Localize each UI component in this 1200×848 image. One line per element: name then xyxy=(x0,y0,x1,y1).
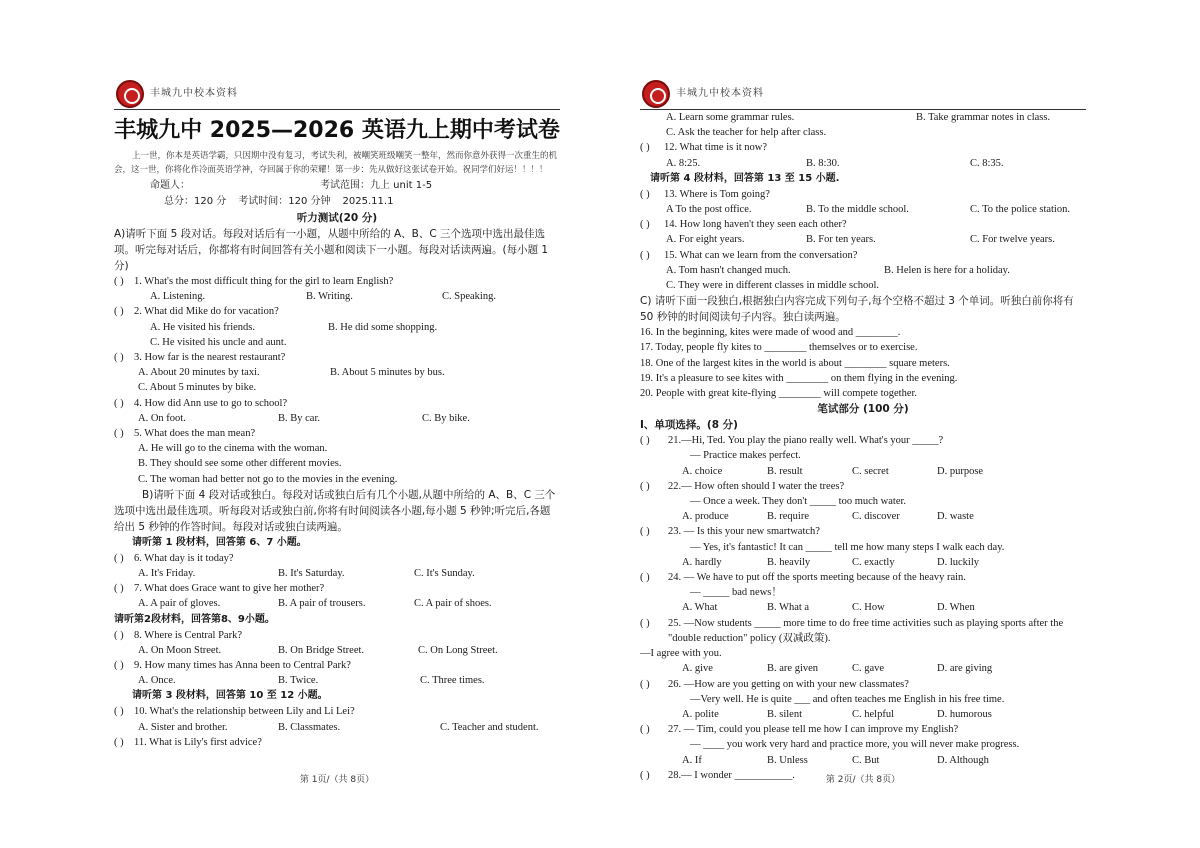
options-22: A. produce B. require C. discover D. waste xyxy=(682,511,974,523)
header-text: 丰城九中校本资料 xyxy=(150,87,238,99)
question-1: ( ) 1. What's the most difficult thing for the girl to learn English? xyxy=(114,274,560,289)
answer-blank[interactable]: ( ) xyxy=(114,352,124,364)
page-header xyxy=(640,78,1086,110)
page-header xyxy=(114,78,560,110)
blank-18: 18. One of the largest kites in the world is about ________ square meters. xyxy=(640,357,950,369)
question-3: ( ) 3. How far is the nearest restaurant? xyxy=(114,350,560,365)
options-24: A. What B. What a C. How D. When xyxy=(682,602,975,614)
total-label: 总分：120 分 xyxy=(164,196,227,207)
answer-blank[interactable]: ( ) xyxy=(640,526,650,538)
question-14: ( ) 14. How long haven't they seen each other? xyxy=(640,217,1086,232)
school-logo xyxy=(116,80,144,108)
options-1: A. Listening. B. Writing. C. Speaking. xyxy=(150,291,496,303)
header-text: 丰城九中校本资料 xyxy=(676,87,764,99)
question-15: ( ) 15. What can we learn from the conversation? xyxy=(640,248,1086,263)
answer-blank[interactable]: ( ) xyxy=(640,572,650,584)
reply-26: —Very well. He is quite ___ and often teaches me English in his free time. xyxy=(690,693,1005,705)
answer-blank[interactable]: ( ) xyxy=(114,397,124,409)
section-1-title: I、单项选择。(8 分) xyxy=(640,419,738,432)
answer-blank[interactable]: ( ) xyxy=(114,660,124,672)
answer-blank[interactable]: ( ) xyxy=(114,552,124,564)
page-2-footer: 第 2页/（共 8页） xyxy=(825,774,901,785)
question-22: ( ) 22.— How often should I water the trees? xyxy=(640,479,1086,494)
options-6: A. It's Friday. B. It's Saturday. C. It's Sunday. xyxy=(138,568,475,580)
options-25: A. give B. are given C. gave D. are giving xyxy=(682,663,993,675)
option-15c: C. They were in different classes in middle school. xyxy=(666,280,880,292)
options-26: A. polite B. silent C. helpful D. humorous xyxy=(682,708,992,720)
question-2: ( ) 2. What did Mike do for vacation? xyxy=(114,304,560,319)
options-12: A. 8:25. B. 8:30. C. 8:35. xyxy=(666,157,1004,169)
question-11: ( ) 11. What is Lily's first advice? xyxy=(114,735,560,750)
options-13: A To the post office. B. To the middle school. C. To the police station. xyxy=(666,204,1070,216)
answer-blank[interactable]: ( ) xyxy=(640,678,650,690)
reply-22: — Once a week. They don't _____ too much water. xyxy=(690,496,907,508)
answer-blank[interactable]: ( ) xyxy=(640,769,650,781)
option-3c: C. About 5 minutes by bike. xyxy=(138,382,257,394)
answer-blank[interactable]: ( ) xyxy=(114,306,124,318)
options-2: A. He visited his friends. B. He did some shopping. xyxy=(150,321,438,333)
answer-blank[interactable]: ( ) xyxy=(114,736,124,748)
answer-blank[interactable]: ( ) xyxy=(114,428,124,440)
material-4-note: 请听第 4 段材料，回答第 13 至 15 小题. xyxy=(650,172,840,184)
author-label: 命题人： xyxy=(150,180,190,191)
meta-row-1 xyxy=(114,178,560,194)
answer-blank[interactable]: ( ) xyxy=(114,706,124,718)
material-1-note: 请听第 1 段材料，回答第 6、7 小题。 xyxy=(132,536,307,548)
written-title: 笔试部分 (100 分) xyxy=(817,403,909,416)
reply-24: — _____ bad news！ xyxy=(690,587,782,599)
part-a-instructions: A)请听下面 5 段对话。每段对话后有一小题，从题中所给的 A、B、C 三个选项中选出最佳选项。听完每对话后，你都将有时间回答有关小题和阅读下一小题。每段对话读两遍。(每小题 1 分) xyxy=(114,228,549,272)
question-26: ( ) 26. —How are you getting on with your new classmates? xyxy=(640,677,1086,692)
options-23: A. hardly B. heavily C. exactly D. luckily xyxy=(682,556,979,568)
options-11: A. Learn some grammar rules. B. Take grammar notes in class. xyxy=(666,112,1051,123)
intro-text: 上一世，你本是英语学霸，只因期中没有复习，考试失利，被嘲笑班级嘲笑一整年，然而你意外获得一次重生的机会，这一世，你将化作冷面英语学神，夺回属于你的荣耀！第一步：先从做好这张试卷开始。祝同学们好运！！！！ xyxy=(114,150,558,174)
options-15: A. Tom hasn't changed much. B. Helen is here for a holiday. xyxy=(666,264,1010,276)
blank-16: 16. In the beginning, kites were made of wood and ________. xyxy=(640,327,901,339)
blank-20: 20. People with great kite-flying ________ will compete together. xyxy=(640,388,918,400)
scope-label: 考试范围：九上 unit 1-5 xyxy=(320,180,433,191)
blank-19: 19. It's a pleasure to see kites with ________ on them flying in the evening. xyxy=(640,372,958,384)
answer-blank[interactable]: ( ) xyxy=(114,629,124,641)
question-24: ( ) 24. — We have to put off the sports meeting because of the heavy rain. xyxy=(640,570,1086,585)
date-label: 2025.11.1 xyxy=(342,196,394,207)
question-25: ( ) 25. —Now students _____ more time to do free time activities such as playing sports after the "double reduction" policy (双减政策). xyxy=(640,616,1086,646)
option-5a: A. He will go to the cinema with the woman. xyxy=(138,443,328,455)
meta-row-2 xyxy=(114,194,560,210)
page-1-footer: 第 1页/（共 8页） xyxy=(299,774,375,785)
answer-blank[interactable]: ( ) xyxy=(640,617,650,629)
question-28: ( ) 28.— I wonder ___________. xyxy=(640,768,1086,783)
time-label: 考试时间：120 分钟 xyxy=(238,196,331,207)
options-3: A. About 20 minutes by taxi. B. About 5 minutes by bus. xyxy=(138,367,445,379)
answer-blank[interactable]: ( ) xyxy=(640,188,650,200)
material-2-note: 请听第2段材料，回答第8、9小题。 xyxy=(114,613,275,625)
answer-blank[interactable]: ( ) xyxy=(640,142,650,154)
answer-blank[interactable]: ( ) xyxy=(640,435,650,447)
option-2c: C. He visited his uncle and aunt. xyxy=(150,336,287,348)
question-13: ( ) 13. Where is Tom going? xyxy=(640,187,1086,202)
answer-blank[interactable]: ( ) xyxy=(640,480,650,492)
options-4: A. On foot. B. By car. C. By bike. xyxy=(138,412,470,424)
answer-blank[interactable]: ( ) xyxy=(640,219,650,231)
options-8: A. On Moon Street. B. On Bridge Street. C. On Long Street. xyxy=(138,644,498,656)
reply-25: —I agree with you. xyxy=(640,648,722,660)
question-6: ( ) 6. What day is it today? xyxy=(114,551,560,566)
options-27: A. If B. Unless C. But D. Although xyxy=(682,754,989,766)
exam-title: 丰城九中 2025—2026 英语九上期中考试卷 xyxy=(114,118,560,143)
options-7: A. A pair of gloves. B. A pair of trousers. C. A pair of shoes. xyxy=(138,598,492,610)
part-c-instructions: C) 请听下面一段独白,根据独白内容完成下列句子,每个空格不超过 3 个单词。听独白前你将有 50 秒钟的时间阅读句子内容。独白读两遍。 xyxy=(640,295,1074,324)
answer-blank[interactable]: ( ) xyxy=(640,724,650,736)
answer-blank[interactable]: ( ) xyxy=(114,276,124,287)
answer-blank[interactable]: ( ) xyxy=(640,249,650,261)
question-9: ( ) 9. How many times has Anna been to Central Park? xyxy=(114,658,560,673)
question-12: ( ) 12. What time is it now? xyxy=(640,140,1086,155)
option-11c: C. Ask the teacher for help after class. xyxy=(666,127,827,139)
part-b-instructions: B)请听下面 4 段对话或独白。每段对话或独白后有几个小题,从题中所给的 A、B、C 三个选项中选出最佳选项。听每段对话或独白前,你将有时间阅读各小题,每小题 5 秒钟;听完后,各题给出 5 秒钟的作答时间。每段对话或独白读两遍。 xyxy=(114,488,556,533)
question-8: ( ) 8. Where is Central Park? xyxy=(114,628,560,643)
question-5: ( ) 5. What does the man mean? xyxy=(114,426,560,441)
page-1 xyxy=(114,78,560,785)
reply-21: — Practice makes perfect. xyxy=(690,450,801,462)
reply-23: — Yes, it's fantastic! It can _____ tell me how many steps I walk each day. xyxy=(690,541,1005,553)
question-21: ( ) 21.—Hi, Ted. You play the piano really well. What's your _____? xyxy=(640,433,1086,448)
question-7: ( ) 7. What does Grace want to give her mother? xyxy=(114,581,560,596)
listening-title: 听力测试(20 分) xyxy=(296,212,378,224)
material-3-note: 请听第 3 段材料，回答第 10 至 12 小题。 xyxy=(132,690,328,702)
school-logo xyxy=(642,80,670,108)
options-14: A. For eight years. B. For ten years. C. For twelve years. xyxy=(666,234,1055,246)
question-27: ( ) 27. — Tim, could you please tell me how I can improve my English? xyxy=(640,722,1086,737)
options-21: A. choice B. result C. secret D. purpose xyxy=(682,465,984,477)
reply-27: — ____ you work very hard and practice more, you will never make progress. xyxy=(690,739,1020,751)
blank-17: 17. Today, people fly kites to ________ themselves or to exercise. xyxy=(640,342,918,354)
option-5c: C. The woman had better not go to the movies in the evening. xyxy=(138,473,398,485)
options-9: A. Once. B. Twice. C. Three times. xyxy=(138,675,485,687)
option-5b: B. They should see some other different movies. xyxy=(138,458,342,470)
question-10: ( ) 10. What's the relationship between Lily and Li Lei? xyxy=(114,704,560,719)
question-23: ( ) 23. — Is this your new smartwatch? xyxy=(640,524,1086,539)
page-2 xyxy=(640,78,1086,785)
options-10: A. Sister and brother. B. Classmates. C. Teacher and student. xyxy=(138,721,539,733)
answer-blank[interactable]: ( ) xyxy=(114,583,124,595)
question-4: ( ) 4. How did Ann use to go to school? xyxy=(114,396,560,411)
